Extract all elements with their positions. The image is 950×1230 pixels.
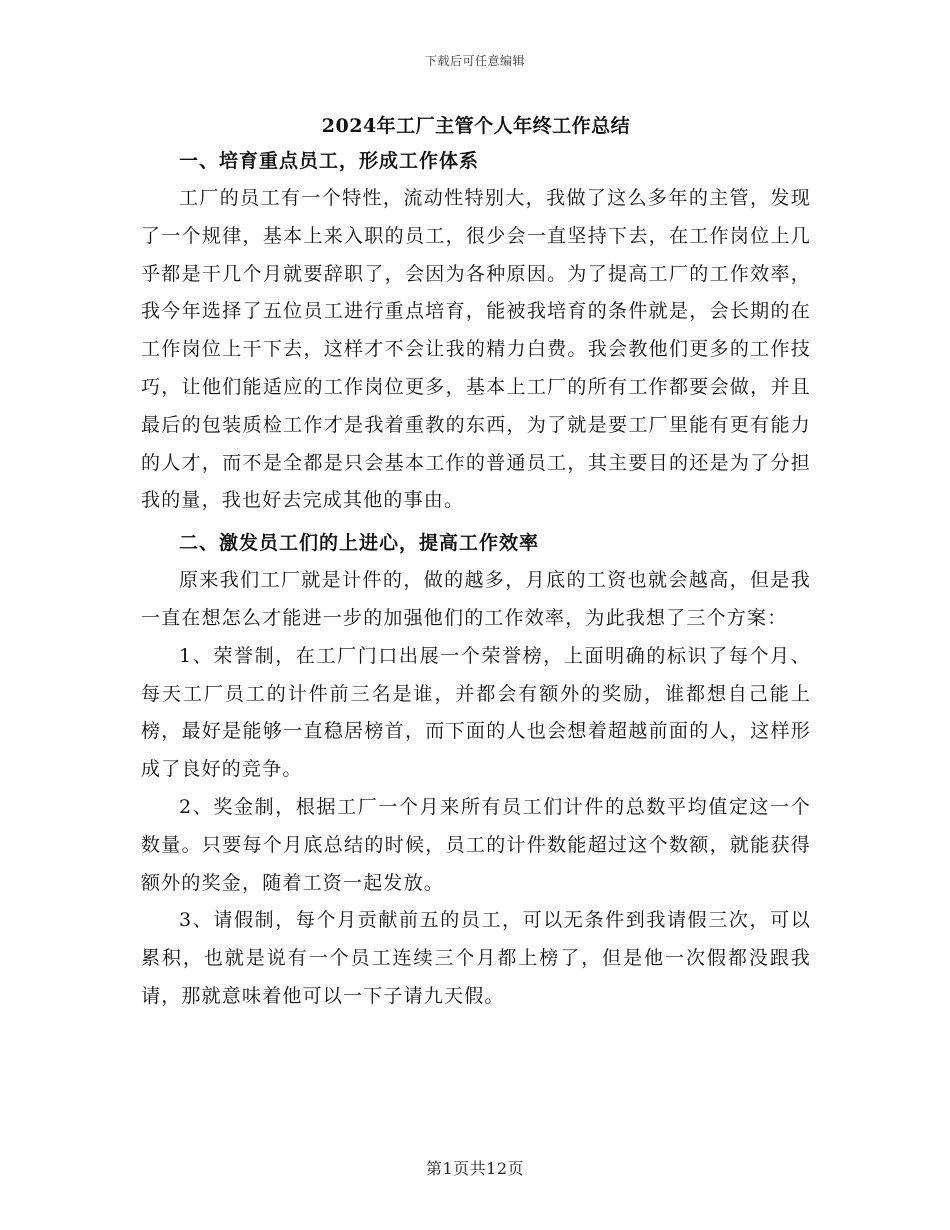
section-2-item-2: 2、奖金制，根据工厂一个月来所有员工们计件的总数平均值定这一个数量。只要每个月底总结的时候，员工的计件数能超过这个数额，就能获得额外的奖金，随着工资一起发放。 <box>141 795 811 894</box>
document-title: 2024年工厂主管个人年终工作总结 <box>321 115 631 137</box>
section-2-item-3: 3、请假制，每个月贡献前五的员工，可以无条件到我请假三次，可以累积，也就是说有一个员工连续三个月都上榜了，但是他一次假都没跟我请，那就意味着他可以一下子请九天假。 <box>141 909 811 1007</box>
document-body <box>141 110 811 1016</box>
header-note: 下载后可任意编辑 <box>424 54 525 68</box>
section-2-paragraph-1: 原来我们工厂就是计件的，做的越多，月底的工资也就会越高，但是我一直在想怎么才能进一步的加强他们的工作效率，为此我想了三个方案： <box>141 569 811 629</box>
section-heading-1: 一、培育重点员工，形成工作体系 <box>179 150 480 172</box>
page-footer: 第1页共12页 <box>425 1159 525 1178</box>
section-1-paragraph-1: 工厂的员工有一个特性，流动性特别大，我做了这么多年的主管，发现了一个规律，基本上来入职的员工，很少会一直坚持下去，在工作岗位上几乎都是干几个月就要辞职了，会因为各种原因。为了提高工厂的工作效率，我今年选择了五位员工进行重点培育，能被我培育的条件就是，会长期的在工作岗位上干下去，这样才不会让我的精力白费。我会教他们更多的工作技巧，让他们能适应的工作岗位更多，基本上工厂的所有工作都要会做，并且最后的包装质检工作才是我着重教的东西，为了就是要工厂里能有更有能力的人才，而不是全都是只会基本工作的普通员工，其主要目的还是为了分担我的量，我也好去完成其他的事由。 <box>141 187 811 512</box>
section-2-item-1: 1、荣誉制，在工厂门口出展一个荣誉榜，上面明确的标识了每个月、每天工厂员工的计件前三名是谁，并都会有额外的奖励，谁都想自己能上榜，最好是能够一直稳居榜首，而下面的人也会想着超越前面的人，这样形成了良好的竞争。 <box>141 644 811 781</box>
section-heading-2: 二、激发员工们的上进心，提高工作效率 <box>179 532 540 555</box>
